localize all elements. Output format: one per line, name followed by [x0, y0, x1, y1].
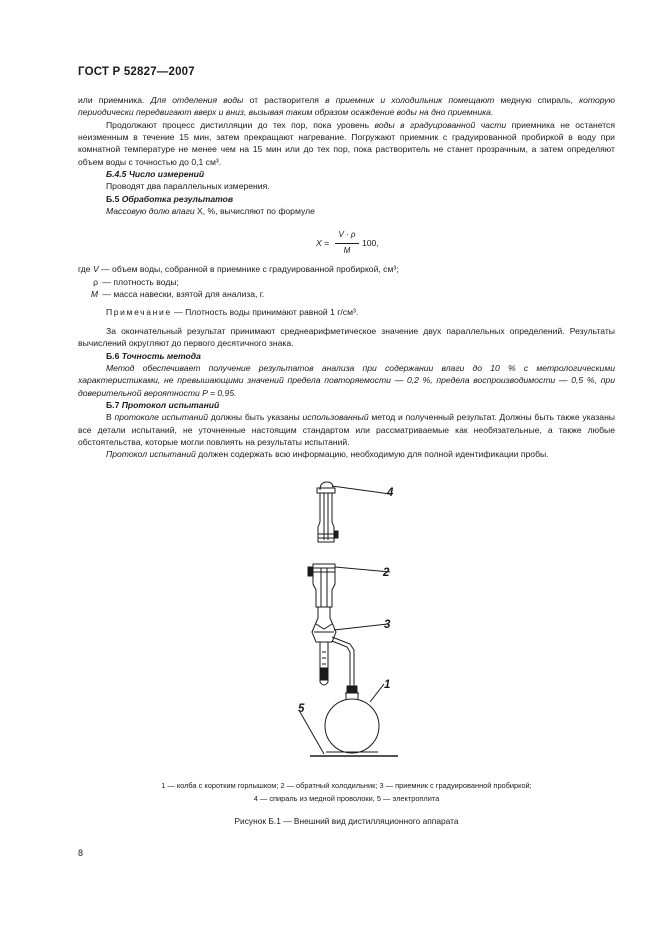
formula-numerator: V · ρ: [335, 229, 359, 243]
formula-fraction: [335, 229, 359, 257]
page-number: 8: [78, 848, 84, 858]
document-body: [78, 94, 615, 461]
formula-where-rho: ρ — плотность воды;: [93, 276, 179, 287]
section-heading-b45: Б.4.5 Число измерений: [106, 169, 205, 180]
leader-4: [332, 486, 390, 494]
leader-2: [335, 567, 390, 572]
figure-label-2: 2: [383, 567, 390, 579]
copper-spiral-hook: [320, 482, 333, 490]
figure-label-1: 1: [384, 679, 391, 691]
paragraph-final-result: За окончательный результат принимают среднеарифметическое значение двух параллельных определений. Результаты вычислений округляют до первого десятичного знака.: [78, 325, 615, 349]
figure-legend-line-1: 1 — колба с коротким горлышком; 2 — обратный холодильник; 3 — приемник с градуированной пробиркой;: [161, 781, 532, 790]
formula-lhs: X =: [316, 238, 330, 249]
distillation-apparatus-figure: [280, 472, 410, 772]
moisture-formula: [78, 229, 615, 255]
figure-caption: Рисунок Б.1 — Внешний вид дистилляционного аппарата: [234, 816, 459, 826]
section-heading-b5: Б.5 Обработка результатов: [106, 193, 234, 204]
formula-denominator: M: [343, 245, 351, 255]
figure-label-3: 3: [384, 619, 391, 631]
flask-stopper: [347, 686, 357, 693]
upper-tube-nozzle: [334, 531, 338, 538]
paragraph-method-precision: Метод обеспечивает получение результатов анализа при содержании влаги до 10 % с метрологическими характеристиками, не превышающими значений предела повторяемости — 0,2 %, предела воспроизводимости — 0,5 %, при доверительной вероятности P = 0,95.: [78, 362, 615, 398]
section-heading-b7: Б.7 Протокол испытаний: [106, 399, 220, 410]
section-heading-b6: Б.6 Точность метода: [106, 350, 201, 361]
paragraph-parallel-measurements: Проводят два параллельных измерения.: [106, 181, 270, 192]
figure-label-4: 4: [387, 487, 394, 499]
figure-legend-line-2: 4 — спираль из медной проволоки, 5 — электроплита: [253, 794, 440, 803]
figure-legend: [78, 779, 615, 805]
paragraph-test-report: В протоколе испытаний должны быть указаны использованный метод и полученный результат. Должны быть также указаны все детали испытаний, не уточненные настоящим стандартом или рассматриваемые как необязательные, а также любые обстоятельства, которые могли повлиять на результаты испытаний.: [78, 412, 615, 447]
side-arm-inner: [332, 641, 350, 690]
formula-where-m: M — масса навески, взятой для анализа, г.: [90, 289, 265, 300]
note-water-density: Примечание — Плотность воды принимают равной 1 г/см³.: [106, 307, 359, 318]
paragraph-distillation: Продолжают процесс дистилляции до тех пор, пока уровень воды в градуированной части приемника не останется неизменным в течение 15 мин, затем прекращают нагревание. Погружают приемник с градуированной пробиркой в воду при комнатной температуре не менее чем на 15 мин или до тех пор, пока растворитель не станет прозрачным, а затем определяют объем воды с точностью до 0,1 см³.: [78, 119, 616, 167]
reflux-condenser: [313, 564, 335, 607]
condenser-nozzle-left: [308, 567, 313, 576]
leader-3: [334, 624, 388, 630]
collected-water: [321, 668, 327, 680]
formula-rhs: 100,: [362, 238, 379, 249]
leader-5: [300, 712, 324, 754]
paragraph-report-contents: Протокол испытаний должен содержать всю информацию, необходимую для полной идентификации пробы.: [106, 449, 549, 460]
short-neck-flask: [325, 699, 379, 753]
paragraph-copper-spiral: или приемника. Для отделения воды от растворителя в приемник и холодильник помещают медную спираль, которую периодически передвигают вверх и вниз, вызывая таким образом осаждение воды на дно приемника.: [78, 95, 616, 118]
figure-label-5: 5: [298, 703, 305, 715]
paragraph-formula-intro: Массовую долю влаги X, %, вычисляют по формуле: [106, 206, 315, 217]
leader-1: [370, 684, 384, 702]
formula-where-v: где V — объем воды, собранной в приемнике с градуированной пробиркой, см³;: [78, 264, 399, 275]
document-id-header: ГОСТ Р 52827—2007: [78, 66, 195, 78]
upper-tube-body: [318, 522, 334, 542]
